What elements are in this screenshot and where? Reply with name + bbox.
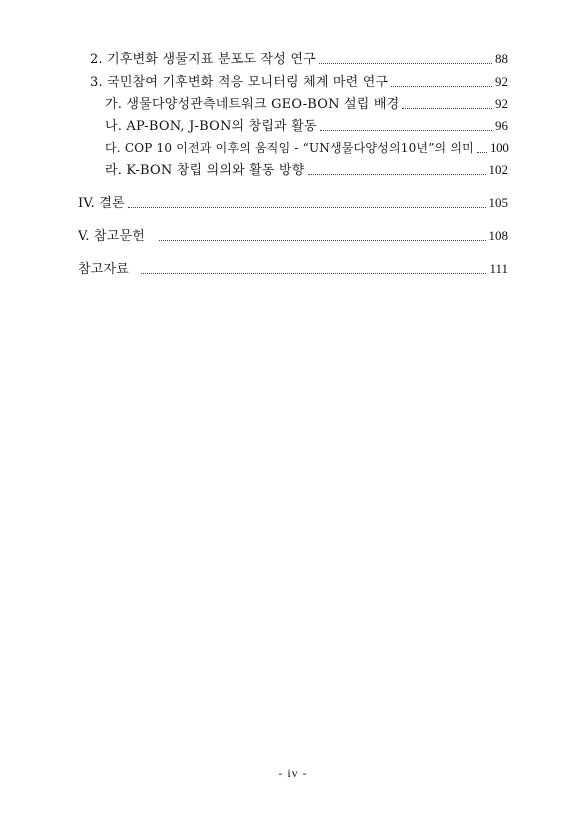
- toc-entry[interactable]: [78, 195, 508, 213]
- page-number: - iv -: [278, 766, 308, 780]
- toc-leader-dots: [141, 273, 486, 274]
- toc-leader-dots: [320, 130, 492, 131]
- toc-entry-label: 다. COP 10 이전과 이후의 움직임 - “UN생물다양성의10년”의 의미: [105, 141, 474, 155]
- toc-entry-label: 나. AP-BON, J-BON의 창립과 활동: [105, 119, 317, 134]
- toc-entry-label: 3. 국민참여 기후변화 적응 모니터링 체계 마련 연구: [90, 75, 389, 90]
- toc-entry[interactable]: [105, 140, 508, 158]
- toc-entry-label: V. 참고문헌: [78, 229, 146, 244]
- toc-entry-page: 102: [488, 162, 508, 177]
- toc-entry-page: 88: [495, 51, 508, 66]
- toc-leader-dots: [128, 207, 486, 208]
- toc-entry[interactable]: [105, 118, 508, 136]
- toc-entry-page: 100: [489, 140, 509, 155]
- toc-entry[interactable]: [105, 96, 508, 114]
- toc-entry[interactable]: [78, 228, 508, 246]
- toc-entry-page: 108: [488, 228, 508, 243]
- toc-leader-dots: [402, 108, 492, 109]
- toc-entry[interactable]: [90, 51, 508, 69]
- toc-entry-label: 라. K-BON 창립 의의와 활동 방향: [105, 163, 305, 178]
- toc-leader-dots: [477, 152, 487, 153]
- toc-entry-page: 111: [489, 261, 508, 276]
- toc-entry-page: 92: [495, 96, 508, 111]
- toc-entry-page: 92: [495, 74, 508, 89]
- toc-entry-label: 참고자료: [78, 262, 130, 277]
- toc-entry-page: 105: [488, 195, 508, 210]
- toc-leader-dots: [319, 63, 492, 64]
- toc-entry[interactable]: [78, 261, 508, 279]
- toc-entry-label: 가. 생물다양성관측네트워크 GEO-BON 설립 배경: [105, 97, 400, 112]
- toc-leader-dots: [391, 86, 492, 87]
- toc-leader-dots: [159, 240, 485, 241]
- toc-entry[interactable]: [90, 74, 508, 92]
- toc-entry-label: IV. 결론: [78, 196, 125, 211]
- toc-entry[interactable]: [105, 162, 508, 180]
- toc-entry-page: 96: [495, 118, 508, 133]
- toc-entry-label: 2. 기후변화 생물지표 분포도 작성 연구: [90, 52, 316, 67]
- toc-leader-dots: [308, 174, 486, 175]
